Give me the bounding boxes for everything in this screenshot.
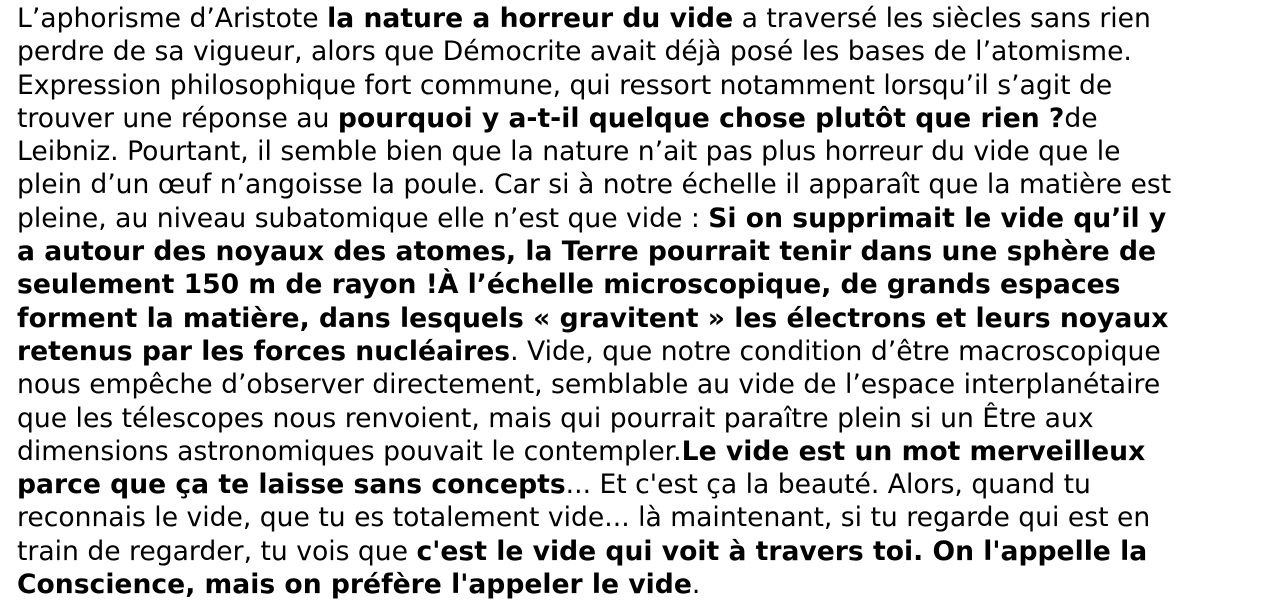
text-line: [17, 435, 1269, 468]
bold-text-run: a autour des noyaux des atomes, la Terre pourrait tenir dans une sphère de: [17, 236, 1157, 268]
text-line: [17, 335, 1269, 368]
bold-text-run: forment la matière, dans lesquels « gravitent » les électrons et leurs noyaux: [17, 302, 1169, 334]
text-run: reconnais le vide, que tu es totalement vide... là maintenant, si tu regarde qui est en: [17, 502, 1151, 534]
bold-text-run: Si on supprimait le vide qu’il y: [708, 202, 1167, 234]
text-line: [17, 268, 1269, 301]
bold-text-run: retenus par les forces nucléaires: [17, 335, 511, 367]
text-line: [17, 235, 1269, 268]
text-line: [17, 501, 1269, 534]
text-run: . Vide, que notre condition d’être macroscopique: [510, 335, 1161, 367]
text-line: [17, 402, 1269, 435]
text-line: [17, 302, 1269, 335]
text-run: plein d’un œuf n’angoisse la poule. Car si à notre échelle il apparaît que la matière est: [17, 169, 1172, 201]
bold-text-run: la nature a horreur du vide: [327, 3, 734, 34]
text-run: a traversé les siècles sans rien: [733, 3, 1151, 34]
bold-text-run: seulement 150 m de rayon !À l’échelle microscopique, de grands espaces: [17, 269, 1121, 301]
text-line: [17, 69, 1269, 102]
text-line: [17, 2, 1269, 35]
text-run: que les télescopes nous renvoient, mais qui pourrait paraître plein si un Être aux: [17, 402, 1094, 434]
text-run: L’aphorisme d’Aristote: [17, 3, 328, 34]
text-run: dimensions astronomiques pouvait le contempler.: [17, 435, 682, 467]
text-line: [17, 168, 1269, 201]
text-run: train de regarder, tu vois que: [17, 535, 417, 567]
bold-text-run: parce que ça te laisse sans concepts: [17, 469, 566, 501]
text-run: nous empêche d’observer directement, semblable au vide de l’espace interplanétaire: [17, 369, 1161, 401]
text-line: [17, 202, 1269, 235]
text-line: [17, 568, 1269, 601]
text-run: pleine, au niveau subatomique elle n’est que vide :: [17, 202, 709, 234]
text-line: [17, 368, 1269, 401]
text-line: [17, 535, 1269, 568]
text-run: .: [691, 569, 701, 601]
bold-text-run: c'est le vide qui voit à travers toi. On l'appelle la: [416, 535, 1148, 567]
text-run: de: [1064, 102, 1098, 134]
text-run: Expression philosophique fort commune, qui ressort notamment lorsqu’il s’agit de: [17, 69, 1113, 101]
text-line: [17, 102, 1269, 135]
text-run: perdre de sa vigueur, alors que Démocrite avait déjà posé les bases de l’atomisme.: [17, 36, 1132, 68]
text-run: Leibniz. Pourtant, il semble bien que la nature n’ait pas plus horreur du vide que le: [17, 136, 1121, 168]
bold-text-run: pourquoi y a-t-il quelque chose plutôt que rien ?: [337, 102, 1065, 134]
document-paragraph: [17, 2, 1269, 601]
text-line: [17, 35, 1269, 68]
text-run: trouver une réponse au: [17, 102, 338, 134]
text-line: [17, 135, 1269, 168]
text-line: [17, 468, 1269, 501]
bold-text-run: Conscience, mais on préfère l'appeler le vide: [17, 569, 692, 601]
text-run: ... Et c'est ça la beauté. Alors, quand tu: [565, 469, 1091, 501]
bold-text-run: Le vide est un mot merveilleux: [681, 435, 1146, 467]
